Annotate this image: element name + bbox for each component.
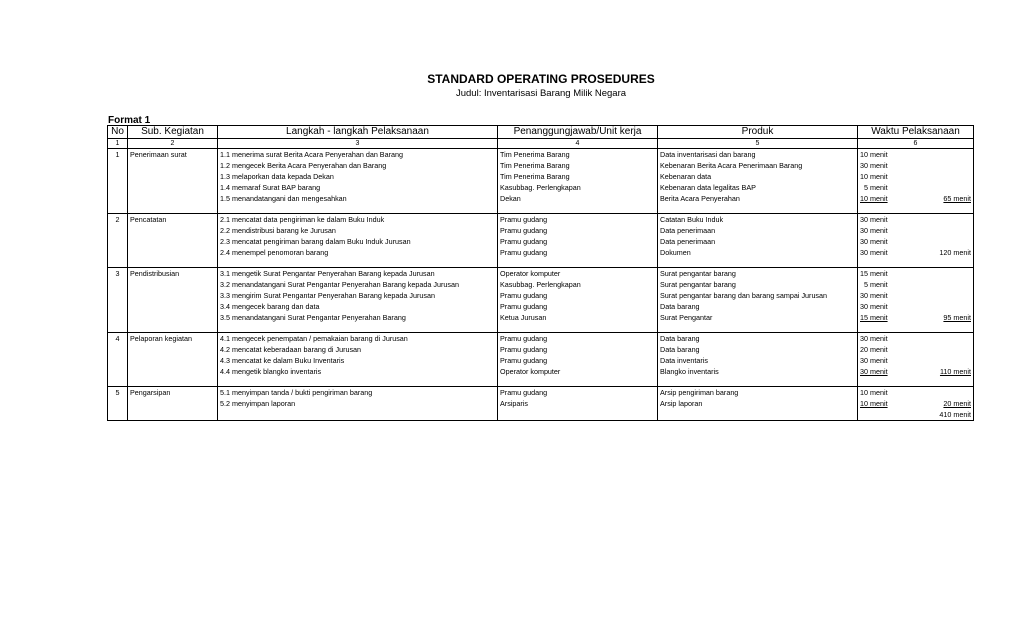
header-waktu: Waktu Pelaksanaan	[858, 126, 974, 139]
step-line: 2.3 mencatat pengiriman barang dalam Buku Induk Jurusan	[220, 237, 411, 246]
time-value: 10 menit	[860, 172, 888, 181]
pj-line: Pramu gudang	[500, 248, 548, 257]
pj-line: Pramu gudang	[500, 237, 548, 246]
produk-line: Surat Pengantar	[660, 313, 713, 322]
separator-cell	[858, 323, 974, 333]
table-row	[108, 214, 974, 259]
header-langkah: Langkah - langkah Pelaksanaan	[218, 126, 498, 139]
separator-cell	[658, 377, 858, 387]
produk-line: Data barang	[660, 345, 700, 354]
pj-line: Pramu gudang	[500, 215, 548, 224]
pj-line: Tim Penerima Barang	[500, 172, 570, 181]
pj-line: Pramu gudang	[500, 356, 548, 365]
produk-line: Surat pengantar barang	[660, 280, 736, 289]
column-number: 2	[128, 139, 218, 149]
pj-line: Operator komputer	[500, 367, 561, 376]
pj-line: Pramu gudang	[500, 388, 548, 397]
time-value: 30 menit	[860, 302, 888, 311]
separator-cell	[108, 258, 128, 268]
column-number: 4	[498, 139, 658, 149]
separator-cell	[498, 204, 658, 214]
pj-line: Pramu gudang	[500, 334, 548, 343]
time-value: 30 menit	[860, 356, 888, 365]
time-row	[860, 236, 971, 247]
penanggungjawab-cell	[498, 387, 658, 421]
produk-cell	[658, 268, 858, 324]
time-value: 15 menit	[860, 313, 888, 322]
pj-line: Ketua Jurusan	[500, 313, 547, 322]
group-separator	[108, 204, 974, 214]
produk-line: Surat pengantar barang dan barang sampai Jurusan	[660, 291, 828, 300]
separator-cell	[658, 258, 858, 268]
langkah-cell	[218, 333, 498, 378]
row-number: 3	[108, 268, 128, 324]
pj-line: Pramu gudang	[500, 291, 548, 300]
table-row	[108, 387, 974, 421]
time-value: 30 menit	[860, 248, 888, 257]
step-line: 3.3 mengirim Surat Pengantar Penyerahan Barang kepada Jurusan	[220, 291, 435, 300]
step-line: 2.2 mendistribusi barang ke Jurusan	[220, 226, 336, 235]
group-separator	[108, 258, 974, 268]
subtotal-value: 65 menit	[943, 194, 971, 203]
produk-line: Kebenaran Berita Acara Penerimaan Barang	[660, 161, 803, 170]
separator-cell	[498, 377, 658, 387]
step-line: 5.2 menyimpan laporan	[220, 399, 296, 408]
subtotal-value: 110 menit	[939, 367, 971, 376]
header-penanggungjawab: Penanggungjawab/Unit kerja	[498, 126, 658, 139]
produk-line: Data barang	[660, 334, 700, 343]
langkah-cell	[218, 214, 498, 259]
separator-cell	[498, 323, 658, 333]
separator-cell	[108, 377, 128, 387]
step-line: 3.2 menandatangani Surat Pengantar Penyerahan Barang kepada Jurusan	[220, 280, 459, 289]
header-no: No	[108, 126, 128, 139]
pj-line: Tim Penerima Barang	[500, 150, 570, 159]
row-number: 1	[108, 149, 128, 205]
time-value: 10 menit	[860, 388, 888, 397]
produk-line: Data barang	[660, 302, 700, 311]
separator-cell	[218, 204, 498, 214]
separator-cell	[218, 323, 498, 333]
time-row	[860, 279, 971, 290]
langkah-cell	[218, 268, 498, 324]
column-number: 1	[108, 139, 128, 149]
produk-cell	[658, 149, 858, 205]
time-value: 20 menit	[860, 345, 888, 354]
produk-cell	[658, 333, 858, 378]
separator-cell	[108, 204, 128, 214]
step-line: 5.1 menyimpan tanda / bukti pengiriman barang	[220, 388, 373, 397]
step-line: 4.3 mencatat ke dalam Buku Inventaris	[220, 356, 345, 365]
produk-line: Blangko inventaris	[660, 367, 719, 376]
sub-kegiatan-cell: Pendistribusian	[128, 268, 218, 324]
pj-line: Kasubbag. Perlengkapan	[500, 280, 581, 289]
step-line: 2.4 menempel penomoran barang	[220, 248, 329, 257]
row-number: 4	[108, 333, 128, 378]
time-value: 10 menit	[860, 399, 888, 408]
separator-cell	[108, 323, 128, 333]
step-line: 4.2 mencatat keberadaan barang di Jurusan	[220, 345, 362, 354]
header-produk: Produk	[658, 126, 858, 139]
time-row	[860, 149, 971, 160]
produk-line: Data inventaris	[660, 356, 708, 365]
separator-cell	[858, 377, 974, 387]
step-line: 3.4 mengecek barang dan data	[220, 302, 320, 311]
produk-line: Dokumen	[660, 248, 691, 257]
time-value: 5 menit	[860, 183, 888, 192]
produk-line: Arsip pengiriman barang	[660, 388, 739, 397]
separator-cell	[128, 258, 218, 268]
sub-kegiatan-cell: Pelaporan kegiatan	[128, 333, 218, 378]
time-row	[860, 171, 971, 182]
subtotal-value: 120 menit	[939, 248, 971, 257]
produk-line: Kebenaran data	[660, 172, 712, 181]
separator-cell	[128, 323, 218, 333]
time-value: 10 menit	[860, 150, 888, 159]
subtotal-value: 20 menit	[943, 399, 971, 408]
waktu-cell	[858, 149, 974, 205]
separator-cell	[128, 204, 218, 214]
step-line: 3.5 menandatangani Surat Pengantar Penyerahan Barang	[220, 313, 406, 322]
produk-line: Data inventarisasi dan barang	[660, 150, 756, 159]
time-row	[860, 247, 971, 258]
produk-line: Berita Acara Penyerahan	[660, 194, 740, 203]
produk-cell	[658, 214, 858, 259]
penanggungjawab-cell	[498, 333, 658, 378]
header-sub-kegiatan: Sub. Kegiatan	[128, 126, 218, 139]
separator-cell	[498, 258, 658, 268]
row-number: 2	[108, 214, 128, 259]
time-row	[860, 290, 971, 301]
column-number: 5	[658, 139, 858, 149]
step-line: 3.1 mengetik Surat Pengantar Penyerahan Barang kepada Jurusan	[220, 269, 435, 278]
document-subtitle: Judul: Inventarisasi Barang Milik Negara	[455, 88, 627, 99]
document-title: STANDARD OPERATING PROSEDURES	[427, 72, 655, 86]
langkah-cell	[218, 387, 498, 421]
row-number: 5	[108, 387, 128, 421]
time-row	[860, 366, 971, 377]
pj-line: Dekan	[500, 194, 521, 203]
column-number: 6	[858, 139, 974, 149]
pj-line: Tim Penerima Barang	[500, 161, 570, 170]
penanggungjawab-cell	[498, 214, 658, 259]
time-value: 30 menit	[860, 334, 888, 343]
time-value: 30 menit	[860, 161, 888, 170]
separator-cell	[858, 204, 974, 214]
sop-table	[107, 125, 974, 421]
time-row	[860, 398, 971, 409]
group-separator	[108, 323, 974, 333]
time-row	[860, 214, 971, 225]
pj-line: Pramu gudang	[500, 226, 548, 235]
pj-line: Pramu gudang	[500, 302, 548, 311]
time-row	[860, 312, 971, 323]
produk-line: Data penerimaan	[660, 237, 716, 246]
waktu-cell	[858, 387, 974, 421]
time-row	[860, 268, 971, 279]
waktu-cell	[858, 214, 974, 259]
sub-kegiatan-cell: Pengarsipan	[128, 387, 218, 421]
separator-cell	[218, 377, 498, 387]
time-value: 30 menit	[860, 226, 888, 235]
time-value: 30 menit	[860, 367, 888, 376]
produk-line: Surat pengantar barang	[660, 269, 736, 278]
sub-kegiatan-cell: Pencatatan	[128, 214, 218, 259]
time-value: 5 menit	[860, 280, 888, 289]
header-row	[108, 126, 974, 139]
step-line: 1.3 melaporkan data kepada Dekan	[220, 172, 334, 181]
step-line: 1.4 memaraf Surat BAP barang	[220, 183, 321, 192]
waktu-cell	[858, 268, 974, 324]
time-row	[860, 160, 971, 171]
time-value: 30 menit	[860, 291, 888, 300]
produk-line: Kebenaran data legalitas BAP	[660, 183, 756, 192]
time-row	[860, 333, 971, 344]
grand-total: 410 menit	[939, 410, 971, 419]
step-line: 1.1 menerima surat Berita Acara Penyerahan dan Barang	[220, 150, 403, 159]
subtotal-value: 95 menit	[943, 313, 971, 322]
separator-cell	[128, 377, 218, 387]
penanggungjawab-cell	[498, 268, 658, 324]
penanggungjawab-cell	[498, 149, 658, 205]
pj-line: Pramu gudang	[500, 345, 548, 354]
produk-line: Data penerimaan	[660, 226, 716, 235]
step-line: 1.2 mengecek Berita Acara Penyerahan dan Barang	[220, 161, 387, 170]
pj-line: Operator komputer	[500, 269, 561, 278]
step-line: 4.1 mengecek penempatan / pemakaian barang di Jurusan	[220, 334, 408, 343]
sub-kegiatan-cell: Penerimaan surat	[128, 149, 218, 205]
time-row	[860, 182, 971, 193]
time-row	[860, 301, 971, 312]
time-row	[860, 355, 971, 366]
time-value: 30 menit	[860, 237, 888, 246]
langkah-cell	[218, 149, 498, 205]
table-row	[108, 268, 974, 324]
produk-cell	[658, 387, 858, 421]
step-line: 1.5 menandatangani dan mengesahkan	[220, 194, 347, 203]
separator-cell	[658, 323, 858, 333]
step-line: 2.1 mencatat data pengiriman ke dalam Buku Induk	[220, 215, 385, 224]
separator-cell	[658, 204, 858, 214]
table-row	[108, 333, 974, 378]
column-number-row	[108, 139, 974, 149]
time-value: 30 menit	[860, 215, 888, 224]
separator-cell	[218, 258, 498, 268]
separator-cell	[858, 258, 974, 268]
time-value: 15 menit	[860, 269, 888, 278]
time-row	[860, 344, 971, 355]
waktu-cell	[858, 333, 974, 378]
pj-line: Kasubbag. Perlengkapan	[500, 183, 581, 192]
time-row	[860, 193, 971, 204]
column-number: 3	[218, 139, 498, 149]
produk-line: Catatan Buku Induk	[660, 215, 724, 224]
step-line: 4.4 mengetik blangko inventaris	[220, 367, 322, 376]
format-label: Format 1	[108, 115, 151, 126]
time-row	[860, 225, 971, 236]
produk-line: Arsip laporan	[660, 399, 703, 408]
sop-table-body	[108, 149, 974, 421]
time-row	[860, 387, 971, 398]
time-value: 10 menit	[860, 194, 888, 203]
table-row	[108, 149, 974, 205]
pj-line: Arsiparis	[500, 399, 528, 408]
group-separator	[108, 377, 974, 387]
